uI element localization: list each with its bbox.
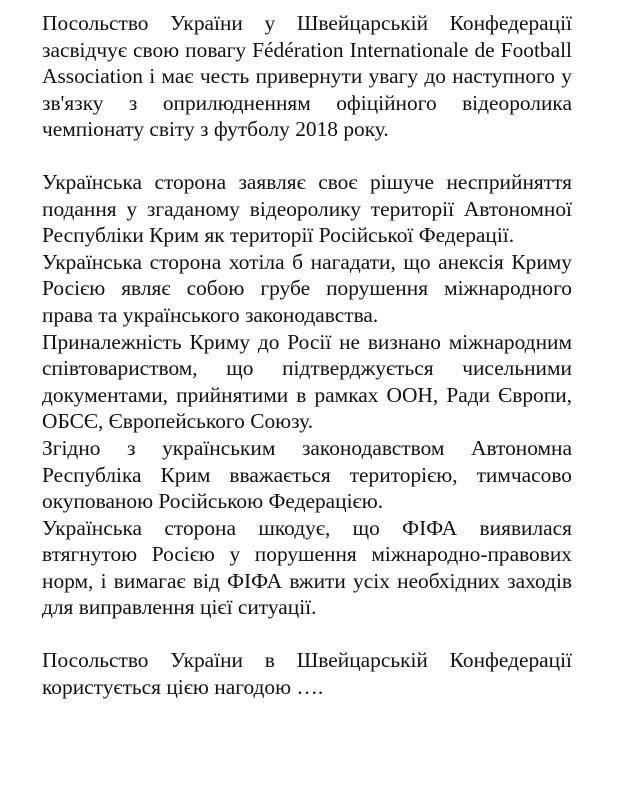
paragraph-spacer [42,143,572,169]
body-paragraph-international-recognition: Приналежність Криму до Росії не визнано міжнародним співтовариством, що підтверджується чисельними документами, прийнятими в рамках ООН, Ради Європи, ОБСЄ, Європейського Союзу. [42,329,572,434]
body-paragraph-annexation: Українська сторона хотіла б нагадати, що анексія Криму Росією являє собою грубе порушення міжнародного права та українського законодавства. [42,249,572,327]
body-paragraph-ukrainian-law: Згідно з українським законодавством Автономна Республіка Крим вважається територією, тимчасово окупованою Російською Федерацією. [42,435,572,514]
body-paragraph-crimea-statement: Українська сторона заявляє своє рішуче несприйняття подання у згаданому відеоролику території Автономної Республіки Крим як території Російської Федерації. [42,169,572,248]
closing-paragraph: Посольство України в Швейцарській Конфедерації користується цією нагодою …. [42,648,572,699]
diplomatic-note-text [42,10,572,700]
intro-paragraph: Посольство України у Швейцарській Конфедерації засвідчує свою повагу Fédération Internationale de Football Association і має честь привернути увагу до наступного у зв'язку з оприлюдненням офіційного відеоролика чемпіонату світу з футболу 2018 року. [42,11,572,142]
body-paragraph-fifa-demand: Українська сторона шкодує, що ФІФА виявилася втягнутою Росією у порушення міжнародно-правових норм, і вимагає від ФІФА вжити усіх необхідних заходів для виправлення цієї ситуації. [42,515,572,620]
paragraph-spacer [42,621,572,647]
